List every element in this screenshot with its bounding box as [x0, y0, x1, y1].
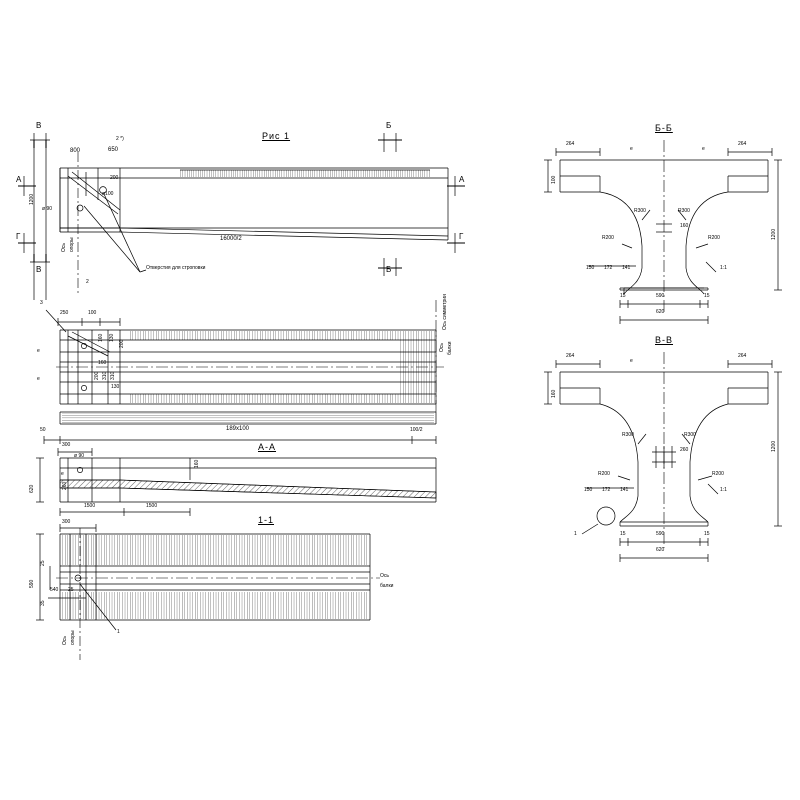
axis-label-beam-2: балки: [447, 341, 453, 355]
axis-label-beam-1: Ось: [439, 343, 445, 352]
dim-620-vv: 620: [656, 547, 665, 553]
dim-r300-bb-right: R300: [678, 208, 690, 214]
dim-260-vv: 260: [680, 447, 689, 453]
note-2-star: 2 *): [116, 136, 124, 142]
section-mark-g-right: Г: [459, 232, 464, 241]
mark-e-plan-bottom: e: [37, 376, 40, 382]
dim-15-bb-right: 15: [704, 293, 710, 299]
mark-e-aa: e: [61, 471, 64, 477]
dim-150-vv: 150: [584, 487, 593, 493]
dim-160-plan: 160: [98, 333, 104, 342]
axis-label-support-11-1: Ось: [62, 636, 68, 645]
dim-r300-bb-left: R300: [634, 208, 646, 214]
dim-r300-vv-right: R300: [684, 432, 696, 438]
slope-1-1-bb: 1:1: [720, 265, 727, 271]
dim-200: 200: [110, 175, 119, 181]
dim-50: 50: [40, 427, 46, 433]
callout-1-vv: 1: [574, 531, 577, 537]
dim-141-vv: 141: [620, 487, 629, 493]
note-lifting-holes: Отверстия для строповки: [146, 265, 206, 271]
dim-160-bb: 160: [680, 223, 689, 229]
dim-dia-90: ø 90: [42, 206, 53, 212]
dim-15-vv-left: 15: [620, 531, 626, 537]
mark-e-bb-right: e: [702, 146, 705, 152]
dim-100-half: 100/2: [410, 427, 423, 433]
dim-100-bb: 100: [551, 175, 557, 184]
dim-r200-vv-left: R200: [598, 471, 610, 477]
dim-620-bb: 620: [656, 309, 665, 315]
dim-620-aa: 620: [29, 484, 35, 493]
section-mark-v-top: В: [36, 121, 42, 130]
dim-264-vv-left: 264: [566, 353, 575, 359]
dim-160-vv: 160: [551, 389, 557, 398]
dim-172-bb: 172: [604, 265, 613, 271]
axis-label-beam-11-1: Ось: [380, 573, 389, 579]
dim-200-plan-b: 200: [94, 371, 100, 380]
axis-label-support-top-1: Ось: [61, 243, 67, 252]
dim-dia-90-aa: ø 90: [74, 453, 85, 459]
dim-130-plan: 130: [109, 333, 115, 342]
dim-590-vv: 590: [656, 531, 665, 537]
dim-160-plan-h: 160: [98, 360, 107, 366]
dim-300-aa: 300: [62, 442, 71, 448]
dim-260-aa: 260: [62, 481, 68, 490]
dim-100-plan: 100: [88, 310, 97, 316]
dim-1200-elevation: 1200: [29, 193, 35, 205]
dim-310-plan-a: 310: [110, 371, 116, 380]
dim-130-plan-h: 130: [111, 384, 120, 390]
view-title-section-aa: А-А: [258, 442, 277, 452]
dim-1200-bb: 1200: [771, 228, 777, 240]
dim-150-bb: 150: [586, 265, 595, 271]
view-title-section-11: 1-1: [258, 515, 275, 525]
section-mark-g-left: Г: [16, 232, 21, 241]
slope-1-1-vv: 1:1: [720, 487, 727, 493]
mark-e-vv: e: [630, 358, 633, 364]
dim-r300-vv-left: R300: [622, 432, 634, 438]
dim-15-bb-left: 15: [620, 293, 626, 299]
callout-1-11: 1: [117, 629, 120, 635]
dim-300-11: 300: [62, 519, 71, 525]
dim-800: 800: [70, 148, 81, 154]
dim-540-11: 540: [50, 587, 59, 593]
section-mark-b-bottom: Б: [386, 265, 392, 274]
dim-172-vv: 172: [602, 487, 611, 493]
dim-264-bb-left: 264: [566, 141, 575, 147]
axis-label-support-11-2: опоры: [70, 630, 76, 645]
dim-16000-half: 16000/2: [220, 236, 242, 242]
dim-200-plan: 200: [119, 339, 125, 348]
dim-264-bb-right: 264: [738, 141, 747, 147]
callout-3: 3: [40, 300, 43, 306]
section-mark-v-bottom: В: [36, 265, 42, 274]
dim-310-plan-b: 310: [102, 371, 108, 380]
dim-1200-vv: 1200: [771, 440, 777, 452]
section-mark-b-top: Б: [386, 121, 392, 130]
mark-e-bb-left: e: [630, 146, 633, 152]
dim-141-bb: 141: [622, 265, 631, 271]
dim-250: 250: [60, 310, 69, 316]
dim-590-bb: 590: [656, 293, 665, 299]
dim-15-vv-right: 15: [704, 531, 710, 537]
mark-e-plan-top: e: [37, 348, 40, 354]
section-mark-a-right: А: [459, 175, 465, 184]
dim-590-11: 590: [29, 579, 35, 588]
dim-25-11: 25: [68, 587, 74, 593]
dim-r200-bb-right: R200: [708, 235, 720, 241]
dim-1500-a: 1500: [84, 503, 96, 509]
dim-dia-100: ø100: [102, 191, 114, 197]
axis-label-support-top-2: опоры: [69, 237, 75, 252]
axis-label-symmetry: Ось симметрии: [442, 294, 448, 330]
view-title-section-bb: Б-Б: [655, 123, 673, 133]
dim-189x100: 189x100: [226, 426, 250, 432]
dim-r200-bb-left: R200: [602, 235, 614, 241]
dim-r200-vv-right: R200: [712, 471, 724, 477]
view-title-section-vv: В-В: [655, 335, 674, 345]
section-mark-a-left: А: [16, 175, 22, 184]
view-title-fig1: Рис 1: [262, 131, 291, 141]
dim-35-11: 35: [40, 600, 46, 606]
dim-1500-b: 1500: [146, 503, 158, 509]
dim-25-11-top: 25: [40, 560, 46, 566]
dim-160-aa: 160: [194, 459, 200, 468]
dim-650: 650: [108, 147, 119, 153]
dim-264-vv-right: 264: [738, 353, 747, 359]
callout-2: 2: [86, 279, 89, 285]
axis-label-beam-11-2: балки: [380, 583, 394, 589]
